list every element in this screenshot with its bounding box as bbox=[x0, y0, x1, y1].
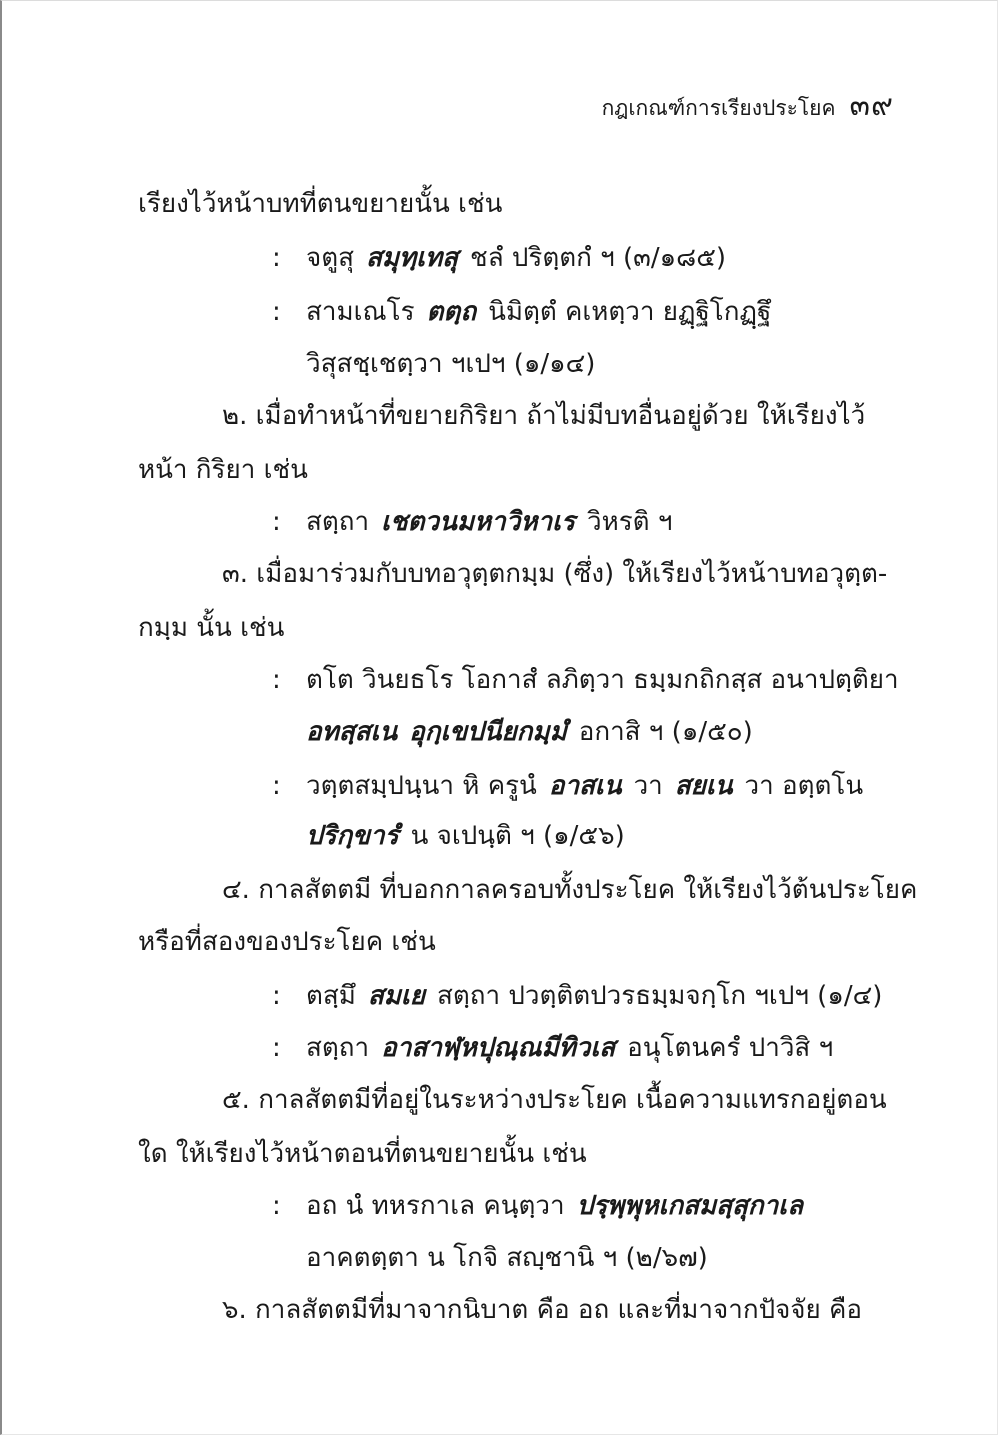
pali-text: อนุโตนครํ ปาวิสิ ฯ bbox=[627, 1033, 834, 1063]
paragraph-line bbox=[138, 924, 436, 960]
paragraph-line bbox=[222, 872, 917, 908]
pali-text: น จเปนฺติ ฯ (๑/๕๖) bbox=[410, 821, 625, 851]
pali-text: จตูสุ bbox=[306, 243, 354, 273]
example-colon: : bbox=[272, 243, 281, 273]
paragraph-text: เรียงไว้หน้าบทที่ตนขยายนั้น เช่น bbox=[138, 189, 503, 219]
paragraph-text: ๖. กาลสัตตมีที่มาจากนิบาต คือ อถ และที่มาจากปัจจัย คือ bbox=[222, 1295, 863, 1325]
page-number: ๓๙ bbox=[849, 88, 894, 123]
example-colon: : bbox=[272, 981, 281, 1011]
running-title: กฎเกณฑ์การเรียงประโยค bbox=[601, 96, 836, 120]
example-line bbox=[306, 768, 863, 804]
example-continuation bbox=[306, 818, 625, 854]
example-line bbox=[306, 1030, 833, 1066]
example-colon: : bbox=[272, 507, 281, 537]
paragraph-text: ๓. เมื่อมาร่วมกับบทอวุตฺตกมฺม (ซึ่ง) ให้เรียงไว้หน้าบทอวุตฺต- bbox=[222, 559, 888, 589]
emphasized-term: อาสาฬฺหปุณฺณมีทิวเส bbox=[381, 1033, 616, 1063]
paragraph-text: ๕. กาลสัตตมีที่อยู่ในระหว่างประโยค เนื้อความแทรกอยู่ตอน bbox=[222, 1085, 887, 1115]
emphasized-term: สมุทฺเทสุ bbox=[366, 243, 459, 273]
pali-text: อกาสิ ฯ (๑/๕๐) bbox=[578, 717, 753, 747]
pali-text: สตฺถา ปวตฺติตปวรธมฺมจกฺโก ฯเปฯ (๑/๔) bbox=[437, 981, 883, 1011]
example-colon: : bbox=[272, 297, 281, 327]
paragraph-text: กมฺม นั้น เช่น bbox=[138, 613, 285, 643]
pali-text: วตฺตสมฺปนฺนา หิ ครูนํ bbox=[306, 771, 537, 801]
pali-text: ตสฺมึ bbox=[306, 981, 356, 1011]
pali-text: วา bbox=[633, 771, 663, 801]
example-colon: : bbox=[272, 1033, 281, 1063]
example-line bbox=[306, 240, 726, 276]
emphasized-term: สยเน bbox=[674, 771, 733, 801]
paragraph-text: หน้า กิริยา เช่น bbox=[138, 455, 308, 485]
pali-text: สามเณโร bbox=[306, 297, 415, 327]
example-continuation bbox=[306, 714, 753, 750]
pali-text: ชลํ ปริตฺตกํ ฯ (๓/๑๘๕) bbox=[470, 243, 727, 273]
pali-text: สตฺถา bbox=[306, 507, 370, 537]
example-line bbox=[306, 662, 899, 698]
example-colon: : bbox=[272, 665, 281, 695]
paragraph-line bbox=[222, 1082, 887, 1118]
text-line bbox=[138, 186, 502, 222]
pali-text: วิสุสชฺเชตฺวา ฯเปฯ (๑/๑๔) bbox=[306, 349, 596, 379]
emphasized-term: เชตวนมหาวิหาเร bbox=[381, 507, 575, 537]
paragraph-line bbox=[222, 398, 865, 434]
paragraph-line bbox=[138, 610, 284, 646]
emphasized-term: อุกฺเขปนียกมฺมํ bbox=[409, 717, 567, 747]
emphasized-term: ปรฺพฺพุหเกสมสฺสุกาเล bbox=[576, 1191, 803, 1221]
pali-text: สตฺถา bbox=[306, 1033, 370, 1063]
emphasized-term: อทสฺสเน bbox=[306, 717, 398, 747]
paragraph-text: หรือที่สองของประโยค เช่น bbox=[138, 927, 436, 957]
pali-text: ตโต วินยธโร โอกาสํ ลภิตฺวา ธมฺมกถิกสฺส อนาปตฺติยา bbox=[306, 665, 899, 695]
pali-text: วา อตฺตโน bbox=[744, 771, 864, 801]
example-line bbox=[306, 504, 672, 540]
example-line bbox=[306, 978, 882, 1014]
paragraph-line bbox=[138, 1136, 587, 1172]
pali-text: นิมิตฺตํ คเหตฺวา ยฏฺฐิโกฏฺฐึ bbox=[488, 297, 772, 327]
pali-text: อถ นํ ทหรกาเล คนฺตฺวา bbox=[306, 1191, 565, 1221]
paragraph-text: ๔. กาลสัตตมี ที่บอกกาลครอบทั้งประโยค ให้เรียงไว้ต้นประโยค bbox=[222, 875, 918, 905]
emphasized-term: สมเย bbox=[367, 981, 426, 1011]
example-line bbox=[306, 1188, 803, 1224]
emphasized-term: อาสเน bbox=[548, 771, 622, 801]
emphasized-term: ปริกฺขารํ bbox=[306, 821, 399, 851]
page-header bbox=[602, 82, 894, 129]
paragraph-line bbox=[222, 556, 887, 592]
example-continuation bbox=[306, 1240, 708, 1276]
emphasized-term: ตตฺถ bbox=[426, 297, 477, 327]
example-continuation bbox=[306, 346, 595, 382]
paragraph-line bbox=[138, 452, 308, 488]
paragraph-text: ๒. เมื่อทำหน้าที่ขยายกิริยา ถ้าไม่มีบทอื่นอยู่ด้วย ให้เรียงไว้ bbox=[222, 401, 866, 431]
pali-text: วิหรติ ฯ bbox=[586, 507, 673, 537]
example-line bbox=[306, 294, 771, 330]
pali-text: อาคตตฺตา น โกจิ สญฺชานิ ฯ (๒/๖๗) bbox=[306, 1243, 708, 1273]
example-colon: : bbox=[272, 1191, 281, 1221]
paragraph-line bbox=[222, 1292, 862, 1328]
example-colon: : bbox=[272, 771, 281, 801]
paragraph-text: ใด ให้เรียงไว้หน้าตอนที่ตนขยายนั้น เช่น bbox=[138, 1139, 587, 1169]
